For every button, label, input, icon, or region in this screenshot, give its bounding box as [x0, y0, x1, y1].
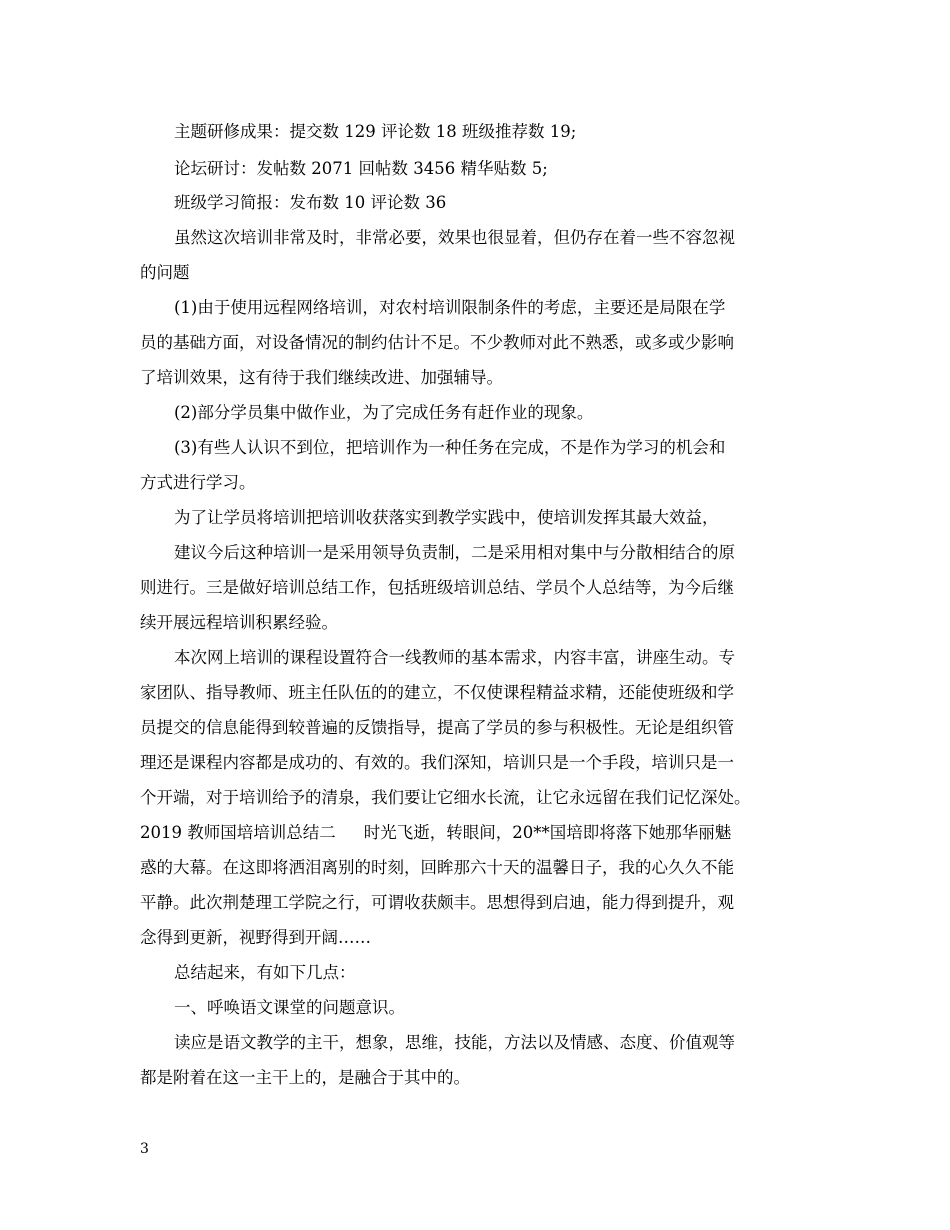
- text-line: 理还是课程内容都是成功的、有效的。我们深知，培训只是一个手段，培训只是一: [140, 753, 734, 772]
- text-line: 个开端，对于培训给予的清泉，我们要让它细水长流，让它永远留在我们记忆深处。: [140, 788, 751, 807]
- text-line: 都是附着在这一主干上的，是融合于其中的。: [140, 1068, 470, 1087]
- text-line: 了培训效果，这有待于我们继续改进、加强辅导。: [140, 368, 503, 387]
- text-line: 班级学习简报：发布数 10 评论数 36: [174, 193, 447, 212]
- text-line: 念得到更新，视野得到开阔……: [140, 928, 371, 947]
- text-line: 总结起来，有如下几点：: [174, 963, 356, 982]
- text-line: (3)有些人认识不到位，把培训作为一种任务在完成，不是作为学习的机会和: [174, 438, 726, 457]
- section-intro: 时光飞逝，转眼间，20**国培即将落下她那华丽魅: [363, 823, 732, 842]
- text-line: (1)由于使用远程网络培训，对农村培训限制条件的考虑，主要还是局限在学: [174, 298, 726, 317]
- text-line: (2)部分学员集中做作业，为了完成任务有赶作业的现象。: [174, 403, 594, 422]
- text-line: 续开展远程培训积累经验。: [140, 613, 338, 632]
- text-line: 则进行。三是做好培训总结工作，包括班级培训总结、学员个人总结等，为今后继: [140, 578, 734, 597]
- text-line: 方式进行学习。: [140, 473, 256, 492]
- text-line: 本次网上培训的课程设置符合一线教师的基本需求，内容丰富，讲座生动。专: [174, 648, 735, 667]
- text-line: 员提交的信息能得到较普遍的反馈指导，提高了学员的参与积极性。无论是组织管: [140, 718, 734, 737]
- text-line: 一、呼唤语文课堂的问题意识。: [174, 998, 405, 1017]
- text-line: 员的基础方面，对设备情况的制约估计不足。不少教师对此不熟悉，或多或少影响: [140, 333, 734, 352]
- page-number: 3: [140, 1141, 149, 1157]
- text-line-section-heading: [140, 823, 731, 843]
- text-line: 虽然这次培训非常及时，非常必要，效果也很显着，但仍存在着一些不容忽视: [174, 228, 735, 247]
- text-line: 平静。此次荆楚理工学院之行，可谓收获颇丰。思想得到启迪，能力得到提升，观: [140, 893, 734, 912]
- text-line: 为了让学员将培训把培训收获落实到教学实践中，使培训发挥其最大效益，: [174, 508, 719, 527]
- text-line: 惑的大幕。在这即将洒泪离别的时刻，回眸那六十天的温馨日子，我的心久久不能: [140, 858, 734, 877]
- section-title: 2019 教师国培培训总结二: [140, 823, 336, 842]
- text-line: 家团队、指导教师、班主任队伍的的建立，不仅使课程精益求精，还能使班级和学: [140, 683, 734, 702]
- text-line: 论坛研讨：发帖数 2071 回帖数 3456 精华贴数 5;: [174, 159, 548, 178]
- text-line: 读应是语文教学的主干，想象，思维，技能，方法以及情感、态度、价值观等: [174, 1033, 735, 1052]
- text-line: 建议今后这种培训一是采用领导负责制，二是采用相对集中与分散相结合的原: [174, 543, 735, 562]
- text-line: 主题研修成果：提交数 129 评论数 18 班级推荐数 19;: [174, 122, 577, 141]
- text-line: 的问题: [140, 263, 190, 282]
